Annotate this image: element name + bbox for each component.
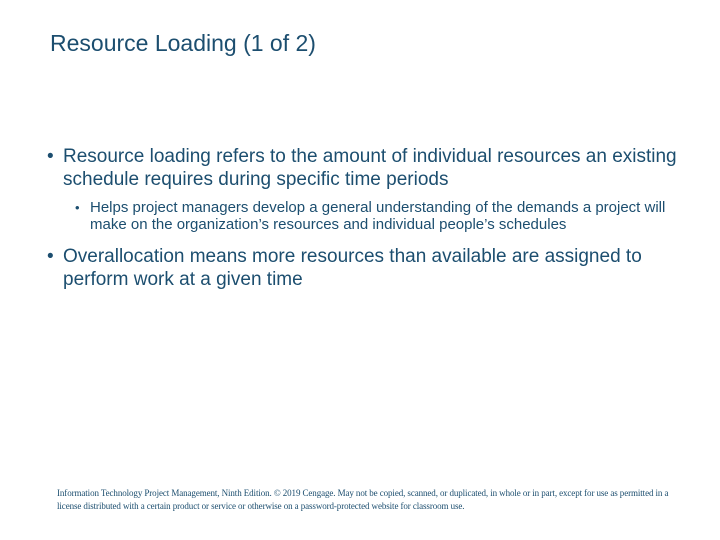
bullet-text: Overallocation means more resources than available are assigned to perform work at a given time	[63, 246, 642, 290]
bullet-dot: •	[47, 146, 54, 167]
bullet-dot: •	[47, 246, 54, 267]
bullet-item	[45, 145, 685, 191]
sub-bullet-text: Helps project managers develop a general understanding of the demands a project will make on the organization’s resources and individual people’s schedules	[90, 199, 666, 233]
slide-title: Resource Loading (1 of 2)	[50, 30, 316, 56]
copyright-footer: Information Technology Project Management, Ninth Edition. © 2019 Cengage. May not be copied, scanned, or duplicated, in whole or in part, except for use as permitted in a license distributed with a certain product or service or otherwise on a password-protected website for classroom use.	[57, 488, 669, 511]
bullet-text: Resource loading refers to the amount of individual resources an existing schedule requires during specific time periods	[63, 146, 677, 190]
sub-bullet-item	[45, 199, 685, 233]
sub-bullet-dot: •	[75, 200, 80, 215]
bullet-item	[45, 245, 685, 291]
bullet-list	[45, 145, 685, 299]
